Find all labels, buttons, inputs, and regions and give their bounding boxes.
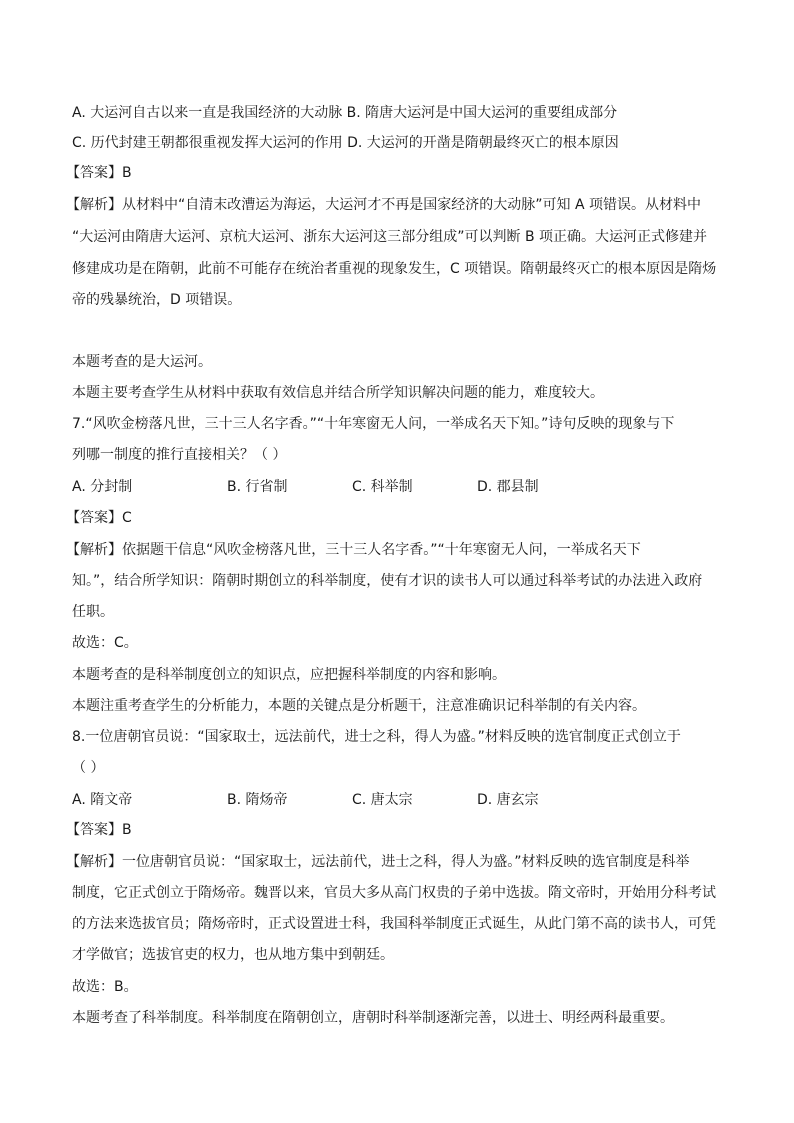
q8-stem-line-1: 8.一位唐朝官员说：“国家取士，远法前代，进士之科，得人为盛。”材料反映的选官制度正式创立于 (72, 729, 681, 745)
q8-analysis-line-4: 才学做官；选拔官吏的权力，也从地方集中到朝廷。 (72, 947, 394, 963)
q7-note-2: 本题注重考查学生的分析能力，本题的关键点是分析题干，注意准确识记科举制的有关内容。 (72, 698, 646, 714)
q8-analysis-line-1: 【解析】一位唐朝官员说：“国家取士，远法前代，进士之科，得人为盛。”材料反映的选官制度是科举 (66, 854, 690, 870)
q6-note-2: 本题主要考查学生从材料中获取有效信息并结合所学知识解决问题的能力，难度较大。 (72, 385, 604, 401)
q7-option-b: B. 行省制 (227, 479, 288, 495)
q8-analysis-line-3: 的方法来选拔官员；隋炀帝时，正式设置进士科，我国科举制度正式诞生，从此门第不高的读书人，可凭 (72, 916, 716, 932)
q6-analysis-line-4: 帝的残暴统治，D 项错误。 (72, 292, 242, 308)
q8-stem-line-2: （ ） (72, 760, 105, 776)
q8-choice: 故选：B。 (72, 979, 138, 995)
q7-note-1: 本题考查的是科举制度创立的知识点，应把握科举制度的内容和影响。 (72, 667, 506, 683)
q7-analysis-line-2: 知。”，结合所学知识：隋朝时期创立的科举制度，使有才识的读书人可以通过科举考试的办法进入政府 (72, 573, 703, 589)
q7-stem-line-2: 列哪一制度的推行直接相关？（ ） (72, 447, 287, 463)
q8-option-a: A. 隋文帝 (72, 792, 133, 808)
q6-options-line-2: C. 历代封建王朝都很重视发挥大运河的作用 D. 大运河的开凿是隋朝最终灭亡的根本原因 (72, 135, 619, 151)
q7-option-d: D. 郡县制 (477, 479, 539, 495)
q7-answer: 【答案】C (66, 510, 132, 526)
q6-analysis-line-3: 修建成功是在隋朝，此前不可能存在统治者重视的现象发生，C 项错误。隋朝最终灭亡的根本原因是隋炀 (72, 261, 717, 277)
q6-note-1: 本题考查的是大运河。 (72, 354, 212, 370)
q8-option-c: C. 唐太宗 (352, 792, 413, 808)
q6-analysis-line-1: 【解析】从材料中“自清末改漕运为海运，大运河才不再是国家经济的大动脉”可知 A 项错误。从材料中 (66, 197, 701, 213)
q7-option-c: C. 科举制 (352, 479, 413, 495)
q7-option-a: A. 分封制 (72, 479, 133, 495)
q8-option-b: B. 隋炀帝 (227, 792, 288, 808)
q8-analysis-line-2: 制度，它正式创立于隋炀帝。魏晋以来，官员大多从高门权贵的子弟中选拔。隋文帝时，开始用分科考试 (72, 885, 716, 901)
q7-stem-line-1: 7.“风吹金榜落凡世，三十三人名字香。”“十年寒窗无人问，一举成名天下知。”诗句反映的现象与下 (72, 416, 675, 432)
q7-analysis-line-1: 【解析】依据题干信息“风吹金榜落凡世，三十三人名字香。”“十年寒窗无人问，一举成名天下 (66, 542, 641, 558)
q8-answer: 【答案】B (66, 822, 132, 838)
q8-note-1: 本题考查了科举制度。科举制度在隋朝创立，唐朝时科举制逐渐完善，以进士、明经两科最重要。 (72, 1010, 674, 1026)
q8-option-d: D. 唐玄宗 (477, 792, 539, 808)
q6-options-line-1: A. 大运河自古以来一直是我国经济的大动脉 B. 隋唐大运河是中国大运河的重要组成部分 (72, 105, 618, 121)
q7-analysis-line-3: 任职。 (72, 604, 114, 620)
q6-answer: 【答案】B (66, 165, 132, 181)
q6-analysis-line-2: “大运河由隋唐大运河、京杭大运河、浙东大运河这三部分组成”可以判断 B 项正确。大运河正式修建并 (72, 229, 708, 245)
q7-choice: 故选：C。 (72, 635, 138, 651)
